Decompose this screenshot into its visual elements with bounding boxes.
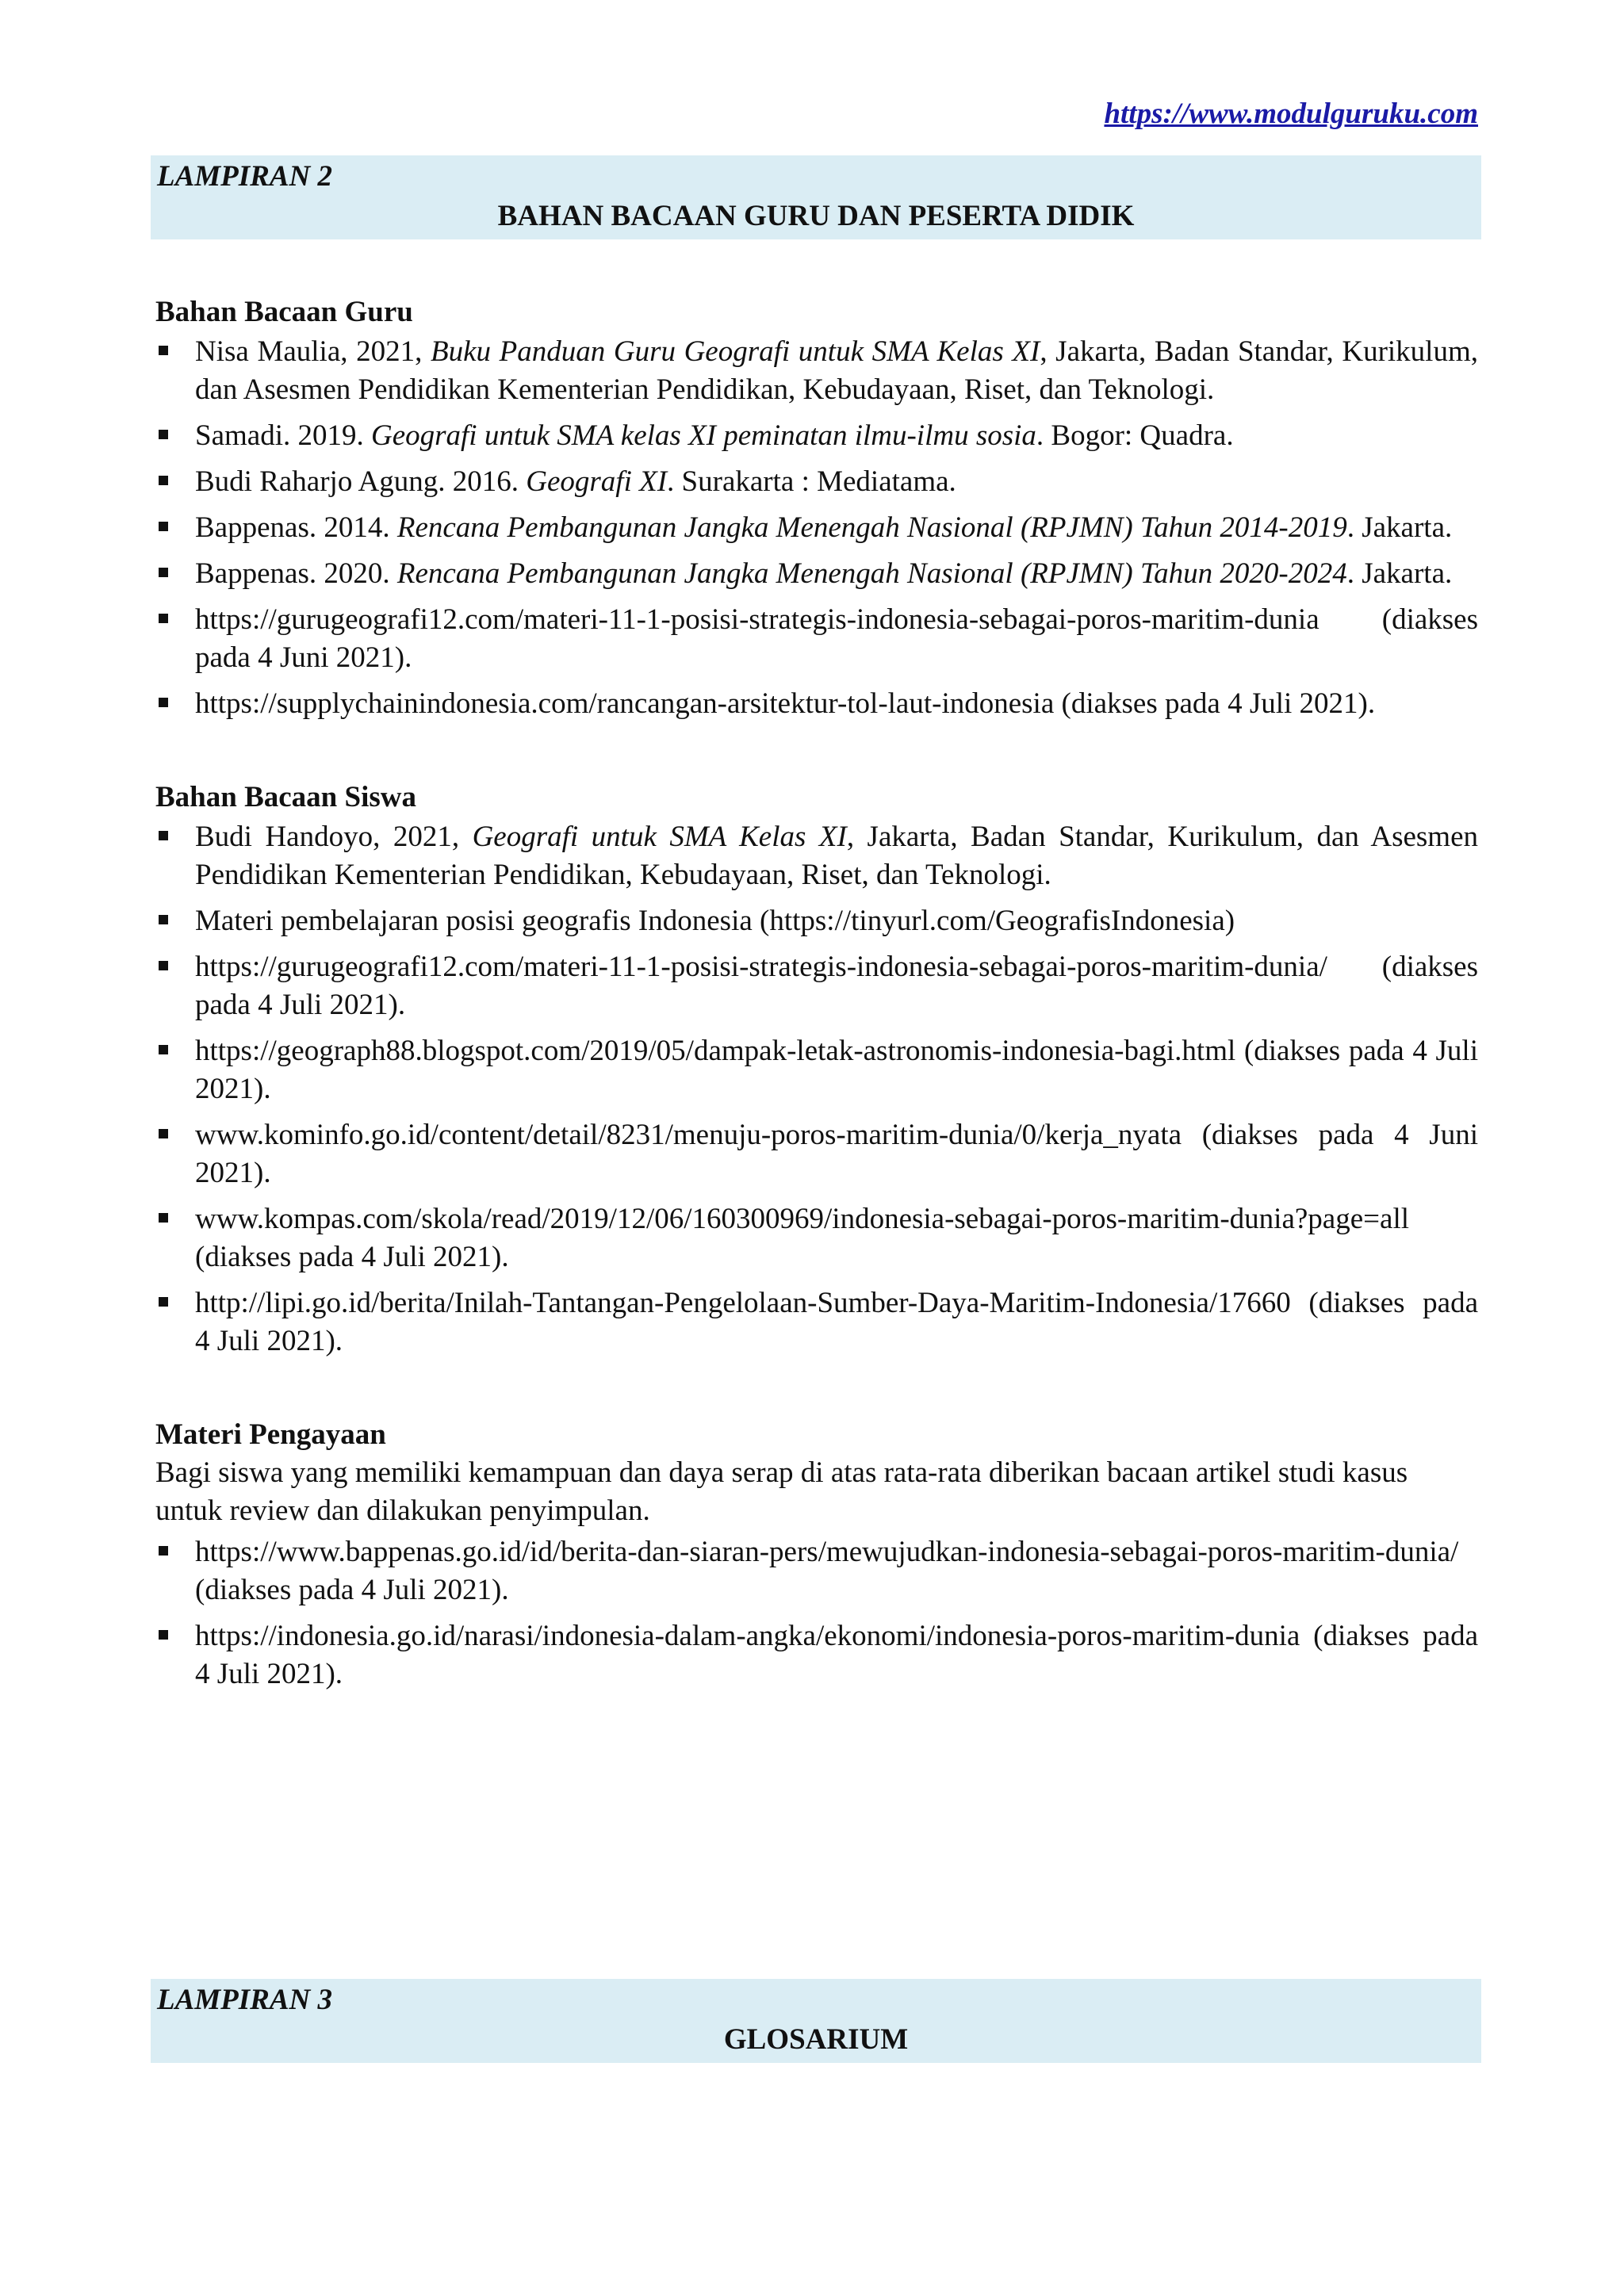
list-item: www.kominfo.go.id/content/detail/8231/menuju-poros-maritim-dunia/0/kerja_nyata (diakses pada 4 Juni 2021). [155,1116,1478,1192]
reference-list-siswa [155,818,1478,1360]
list-item: https://supplychainindonesia.com/rancangan-arsitektur-tol-laut-indonesia (diakses pada 4 Juli 2021). [155,685,1478,723]
list-item: Bappenas. 2020. Rencana Pembangunan Jangka Menengah Nasional (RPJMN) Tahun 2020-2024. Jakarta. [155,555,1478,593]
lampiran-3-title: GLOSARIUM [723,2023,909,2056]
header-website-link[interactable]: https://www.modulguruku.com [1104,98,1478,130]
lampiran-3-banner [151,1979,1481,2063]
list-item: Budi Raharjo Agung. 2016. Geografi XI. Surakarta : Mediatama. [155,463,1478,501]
list-item: www.kompas.com/skola/read/2019/12/06/160300969/indonesia-sebagai-poros-maritim-dunia?page=all (diakses pada 4 Juli 2021). [155,1200,1478,1276]
list-item: Materi pembelajaran posisi geografis Indonesia (https://tinyurl.com/GeografisIndonesia) [155,902,1478,940]
list-item: http://lipi.go.id/berita/Inilah-Tantangan-Pengelolaan-Sumber-Daya-Maritim-Indonesia/17660 (diakses pada 4 Juli 2021). [155,1284,1478,1360]
list-item: Bappenas. 2014. Rencana Pembangunan Jangka Menengah Nasional (RPJMN) Tahun 2014-2019. Jakarta. [155,509,1478,547]
list-item: Nisa Maulia, 2021, Buku Panduan Guru Geografi untuk SMA Kelas XI, Jakarta, Badan Standar, Kurikulum, dan Asesmen Pendidikan Kementerian Pendidikan, Kebudayaan, Riset, dan Teknologi. [155,333,1478,409]
lampiran-2-banner [151,155,1481,239]
list-item: Samadi. 2019. Geografi untuk SMA kelas XI peminatan ilmu-ilmu sosia. Bogor: Quadra. [155,417,1478,455]
list-item: https://gurugeografi12.com/materi-11-1-posisi-strategis-indonesia-sebagai-poros-maritim-dunia (diakses pada 4 Juni 2021). [155,601,1478,677]
pengayaan-paragraph: Bagi siswa yang memiliki kemampuan dan daya serap di atas rata-rata diberikan bacaan artikel studi kasus untuk review dan dilakukan penyimpulan. [155,1456,1408,1527]
document-body [155,293,1478,1701]
section-heading-guru: Bahan Bacaan Guru [155,296,413,328]
list-item: Budi Handoyo, 2021, Geografi untuk SMA Kelas XI, Jakarta, Badan Standar, Kurikulum, dan Asesmen Pendidikan Kementerian Pendidikan, Kebudayaan, Riset, dan Teknologi. [155,818,1478,894]
list-item: https://www.bappenas.go.id/id/berita-dan-siaran-pers/mewujudkan-indonesia-sebagai-poros-maritim-dunia/ (diakses pada 4 Juli 2021). [155,1533,1478,1609]
list-item: https://indonesia.go.id/narasi/indonesia-dalam-angka/ekonomi/indonesia-poros-maritim-dunia (diakses pada 4 Juli 2021). [155,1617,1478,1693]
list-item: https://gurugeografi12.com/materi-11-1-posisi-strategis-indonesia-sebagai-poros-maritim-dunia/ (diakses pada 4 Juli 2021). [155,948,1478,1024]
lampiran-2-label: LAMPIRAN 2 [157,160,333,193]
section-heading-siswa: Bahan Bacaan Siswa [155,781,416,813]
lampiran-2-title: BAHAN BACAAN GURU DAN PESERTA DIDIK [497,200,1135,232]
list-item: https://geograph88.blogspot.com/2019/05/dampak-letak-astronomis-indonesia-bagi.html (diakses pada 4 Juli 2021). [155,1032,1478,1108]
reference-list-guru [155,333,1478,723]
section-heading-pengayaan: Materi Pengayaan [155,1418,386,1451]
lampiran-3-label: LAMPIRAN 3 [157,1984,333,2016]
reference-list-pengayaan [155,1533,1478,1693]
